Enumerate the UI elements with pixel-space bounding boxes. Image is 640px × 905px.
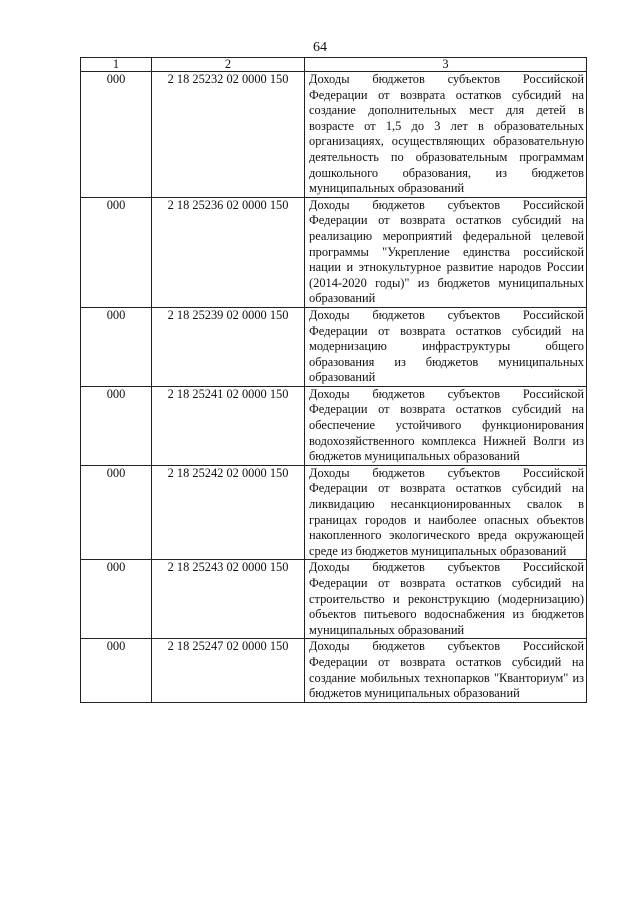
revenue-name-cell: Доходы бюджетов субъектов Российской Федерации от возврата остатков субсидий на создание мобильных технопарков "Кванториум" из бюджетов муниципальных образований (305, 639, 587, 702)
table-row (81, 72, 587, 198)
admin-code-cell: 000 (81, 639, 152, 702)
admin-code-cell: 000 (81, 72, 152, 198)
revenue-name-cell: Доходы бюджетов субъектов Российской Федерации от возврата остатков субсидий на реализацию мероприятий федеральной целевой программы "Укрепление единства российской нации и этнокультурное развитие народов России (2014-2020 годы)" из бюджетов муниципальных образований (305, 197, 587, 307)
budget-revenue-table (80, 57, 587, 703)
revenue-name-cell: Доходы бюджетов субъектов Российской Федерации от возврата остатков субсидий на обеспечение устойчивого функционирования водохозяйственного комплекса Нижней Волги из бюджетов муниципальных образований (305, 386, 587, 465)
column-header-2: 2 (152, 58, 305, 72)
admin-code-cell: 000 (81, 307, 152, 386)
table-row (81, 386, 587, 465)
admin-code-cell: 000 (81, 386, 152, 465)
kbk-code-cell: 2 18 25247 02 0000 150 (152, 639, 305, 702)
table-row (81, 307, 587, 386)
admin-code-cell: 000 (81, 197, 152, 307)
revenue-name-cell: Доходы бюджетов субъектов Российской Федерации от возврата остатков субсидий на строительство и реконструкцию (модернизацию) объектов питьевого водоснабжения из бюджетов муниципальных образований (305, 560, 587, 639)
table-row (81, 639, 587, 702)
column-header-1: 1 (81, 58, 152, 72)
kbk-code-cell: 2 18 25242 02 0000 150 (152, 465, 305, 560)
admin-code-cell: 000 (81, 465, 152, 560)
table-row (81, 465, 587, 560)
table-row (81, 560, 587, 639)
column-header-3: 3 (305, 58, 587, 72)
admin-code-cell: 000 (81, 560, 152, 639)
kbk-code-cell: 2 18 25243 02 0000 150 (152, 560, 305, 639)
table-row (81, 197, 587, 307)
kbk-code-cell: 2 18 25236 02 0000 150 (152, 197, 305, 307)
kbk-code-cell: 2 18 25232 02 0000 150 (152, 72, 305, 198)
table-header-row (81, 58, 587, 72)
revenue-name-cell: Доходы бюджетов субъектов Российской Федерации от возврата остатков субсидий на создание дополнительных мест для детей в возрасте от 1,5 до 3 лет в образовательных организациях, осуществляющих образовательную деятельность по образовательным программам дошкольного образования, из бюджетов муниципальных образований (305, 72, 587, 198)
revenue-name-cell: Доходы бюджетов субъектов Российской Федерации от возврата остатков субсидий на ликвидацию несанкционированных свалок в границах городов и наиболее опасных объектов накопленного экологического вреда окружающей среде из бюджетов муниципальных образований (305, 465, 587, 560)
revenue-name-cell: Доходы бюджетов субъектов Российской Федерации от возврата остатков субсидий на модернизацию инфраструктуры общего образования из бюджетов муниципальных образований (305, 307, 587, 386)
kbk-code-cell: 2 18 25241 02 0000 150 (152, 386, 305, 465)
page-number: 64 (313, 40, 327, 55)
kbk-code-cell: 2 18 25239 02 0000 150 (152, 307, 305, 386)
